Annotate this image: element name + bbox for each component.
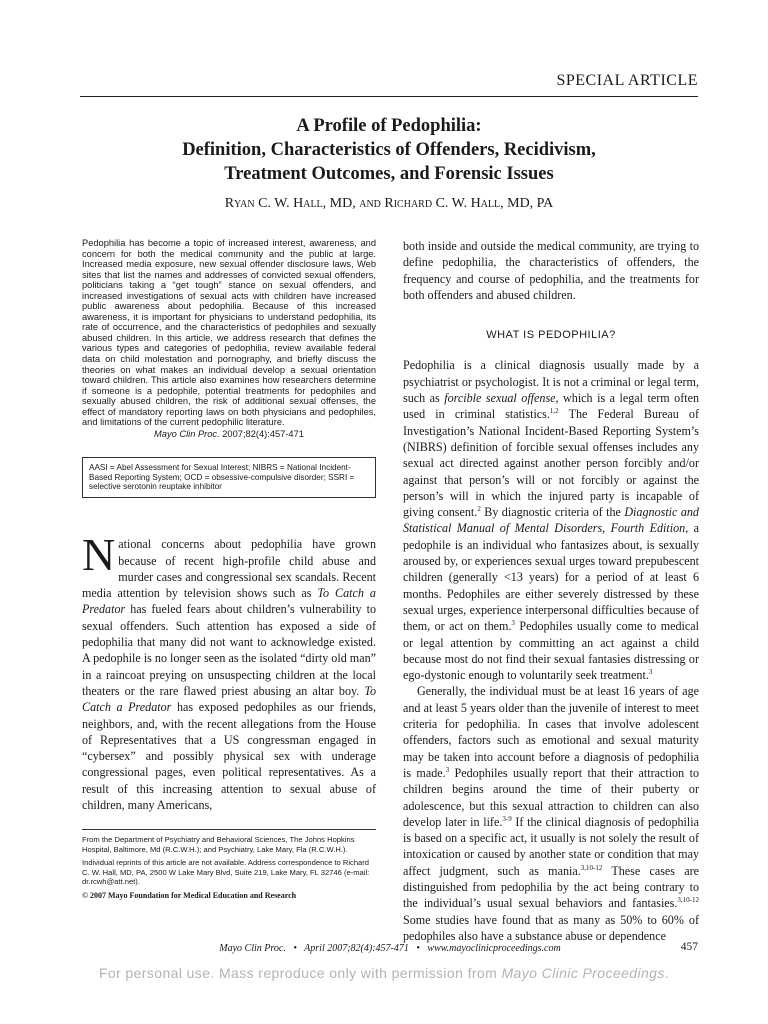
show-title-2: To Catch a Predator <box>82 683 376 715</box>
continuation-paragraph: both inside and outside the medical community, are trying to define pedophilia, the characteristics of offenders, the frequency and course of pedophilia, and the treatments for both offenders and abused children. <box>403 239 699 302</box>
citation-journal: Mayo Clin Proc. <box>154 428 220 439</box>
footnote-rule <box>82 829 376 830</box>
ref-sup: 2 <box>477 505 481 514</box>
term-dsm: Diagnostic and Statistical Manual of Mental Disorders, Fourth Edition <box>403 505 699 536</box>
left-column <box>82 238 376 813</box>
term-forcible: forcible sexual offense <box>444 391 556 406</box>
intro-paragraph <box>82 529 377 813</box>
p2-text-e: Some studies have found that as many as 50% to 60% of pedophiles also have a substance abuse or dependence <box>403 912 699 943</box>
footer-journal: Mayo Clin Proc. <box>219 943 286 954</box>
footnotes <box>82 835 376 905</box>
p1-text-e: , a pedophile is an individual who fantasizes about, is sexually aroused by, or experiences sexual urges toward prepubescent children (generally <13 years) for a period of at least 6 months. Pedophiles are either severely distressed by these sexual urges, experience interpersonal difficulties because of them, or act on them. <box>403 521 699 634</box>
p1-text-a: Pedophilia is a clinical diagnosis usually made by a psychiatrist or psychologist. It is not a criminal or legal term, such as <box>403 358 699 406</box>
abbreviations-box: AASI = Abel Assessment for Sexual Interest; NIBRS = National Incident-Based Reporting System; OCD = obsessive-compulsive disorder; SSRI = selective serotonin reuptake inhibitor <box>82 457 376 498</box>
footer-sep-2: • <box>416 943 420 954</box>
right-column <box>403 238 699 944</box>
p1-text-b: , which is a legal term often used in criminal statistics. <box>403 391 699 422</box>
p1-text-c: The Federal Bureau of Investigation’s National Incident-Based Reporting System’s (NIBRS) definition of forcible sexual offenses includes any sexual act directed against another person forcibly and/or against that person’s will or not forcibly or against the person’s will in which the injured party is incapable of giving consent. <box>403 407 699 520</box>
page-footer <box>82 943 698 954</box>
title-line-1: A Profile of Pedophilia: <box>296 116 482 136</box>
abstract: Pedophilia has become a topic of increased interest, awareness, and concern for both the medical community and the public at large. Increased media exposure, new sexual offender disclosure laws, Web sites that list the names and addresses of convicted sexual offenders, politicians taking a “get tough” stance on sexual offenders, and increased investigations of sexual acts with children have increased public awareness about pedophilia. Because of this increased awareness, it is important for physicians to understand pedophilia, its rate of occurrence, and the characteristics of pedophiles and sexually abused children. In this article, we address research that defines the various types and categories of pedophilia, review available federal data on child molestation and pornography, and briefly discuss the theories on what makes an individual develop a sexual orientation toward children. This article also examines how researchers determine if someone is a pedophile, potential treatments for pedophiles and sexually abused children, the risk of additional sexual offenses, the effect of mandatory reporting laws on both physicians and pedophiles, and limitations of the current pedophilic literature. <box>82 238 376 428</box>
paragraph-1 <box>403 357 699 683</box>
p2-text-b: Pedophiles usually report that their attraction to children begins around the time of their puberty or adolescence, but this sexual attraction to children can also develop later in life. <box>403 765 699 829</box>
watermark-text: For personal use. Mass reproduce only with permission from <box>98 965 502 981</box>
footnote-affiliation: From the Department of Psychiatry and Behavioral Sciences, The Johns Hopkins Hospital, Baltimore, Md (R.C.W.H.); and Psychiatry, Lake Mary, Fla (R.C.W.H.). <box>82 835 355 854</box>
p2-text-c: If the clinical diagnosis of pedophilia is based on a specific act, it usually is not solely the result of intoxication or caused by another state or condition that may affect judgment, such as mania. <box>403 814 700 878</box>
footer-citation <box>82 943 698 954</box>
author-1: Ryan C. W. Hall, MD, <box>224 196 356 211</box>
authors <box>80 196 698 212</box>
ref-sup: 3 <box>648 668 653 677</box>
watermark-end: . <box>664 965 670 981</box>
footer-issue: April 2007;82(4):457-471 <box>304 943 409 954</box>
footnote-reprints: Individual reprints of this article are not available. Address correspondence to Richard C. W. Hall, MD, PA, 2500 W Lake Mary Blvd, Suite 219, Lake Mary, FL 32746 (e-mail: dr.rcwh@att.net). <box>82 858 370 887</box>
ref-sup: 3 <box>511 619 515 628</box>
ref-sup: 3-9 <box>502 814 512 823</box>
author-conjunction: and <box>359 196 381 211</box>
watermark <box>0 965 768 981</box>
watermark-journal: Mayo Clinic Proceedings <box>501 965 665 981</box>
abstract-citation <box>82 429 376 439</box>
show-title-1: To Catch a Predator <box>82 586 376 617</box>
ref-sup: 3 <box>445 765 450 774</box>
p1-text-f: Pedophiles usually come to medical or legal attention by committing an act against a child because most do not find their sexual fantasies distressing or ego-dystonic enough to voluntarily seek treatment. <box>403 619 699 683</box>
page-number: 457 <box>680 941 698 953</box>
intro-text-2: has fueled fears about children’s vulnerability to sexual offenders. Such attention has exposed a side of pedophilia that many did not want to acknowledge existed. A pedophile is no longer seen as the isolated “dirty old man” in a raincoat preying on unsuspecting children at the local theaters or the rare flawed priest abusing an altar boy. <box>82 602 376 698</box>
title-line-3: Treatment Outcomes, and Forensic Issues <box>224 164 554 184</box>
header-rule <box>80 96 698 97</box>
ref-sup: 3,10-12 <box>677 896 699 905</box>
footnote-copyright: © 2007 Mayo Foundation for Medical Education and Research <box>82 890 297 900</box>
section-label: SPECIAL ARTICLE <box>556 72 698 89</box>
article-title <box>80 114 698 186</box>
p1-text-d: By diagnostic criteria of the <box>480 505 625 520</box>
paragraph-2 <box>403 683 699 944</box>
ref-sup: 1,2 <box>549 407 559 416</box>
section-heading: WHAT IS PEDOPHILIA? <box>486 329 616 342</box>
intro-text-3: has exposed pedophiles as our friends, neighbors, and, with the recent allegations from the House of Representatives that a US congressman engaged in “cybersex” and possibly physical sex with underage congressional pages, even political representatives. As a result of this increasing attention to sexual abuse of children, many Americans, <box>82 700 377 812</box>
citation-ref: 2007;82(4):457-471 <box>222 428 304 439</box>
p2-text-d: These cases are distinguished from pedophilia by the act being contrary to the individual’s usual sexual behaviors and fantasies. <box>403 863 699 911</box>
footer-url[interactable]: www.mayoclinicproceedings.com <box>427 943 561 954</box>
p2-text-a: Generally, the individual must be at least 16 years of age and at least 5 years older than the juvenile of interest to meet criteria for pedophilia. In cases that involve adolescent offenders, factors such as emotional and sexual maturity may be taken into account before a diagnosis of pedophilia is made. <box>403 684 699 780</box>
footer-sep-1: • <box>293 943 297 954</box>
ref-sup: 3,10-12 <box>580 863 603 872</box>
author-2: Richard C. W. Hall, MD, PA <box>384 196 554 211</box>
intro-text-1: ational concerns about pedophilia have grown because of recent high-profile child abuse and murder cases and congressional sex scandals. Recent media attention by television shows such as <box>82 537 376 601</box>
title-line-2: Definition, Characteristics of Offenders, Recidivism, <box>182 140 596 160</box>
drop-cap: N <box>82 529 116 581</box>
